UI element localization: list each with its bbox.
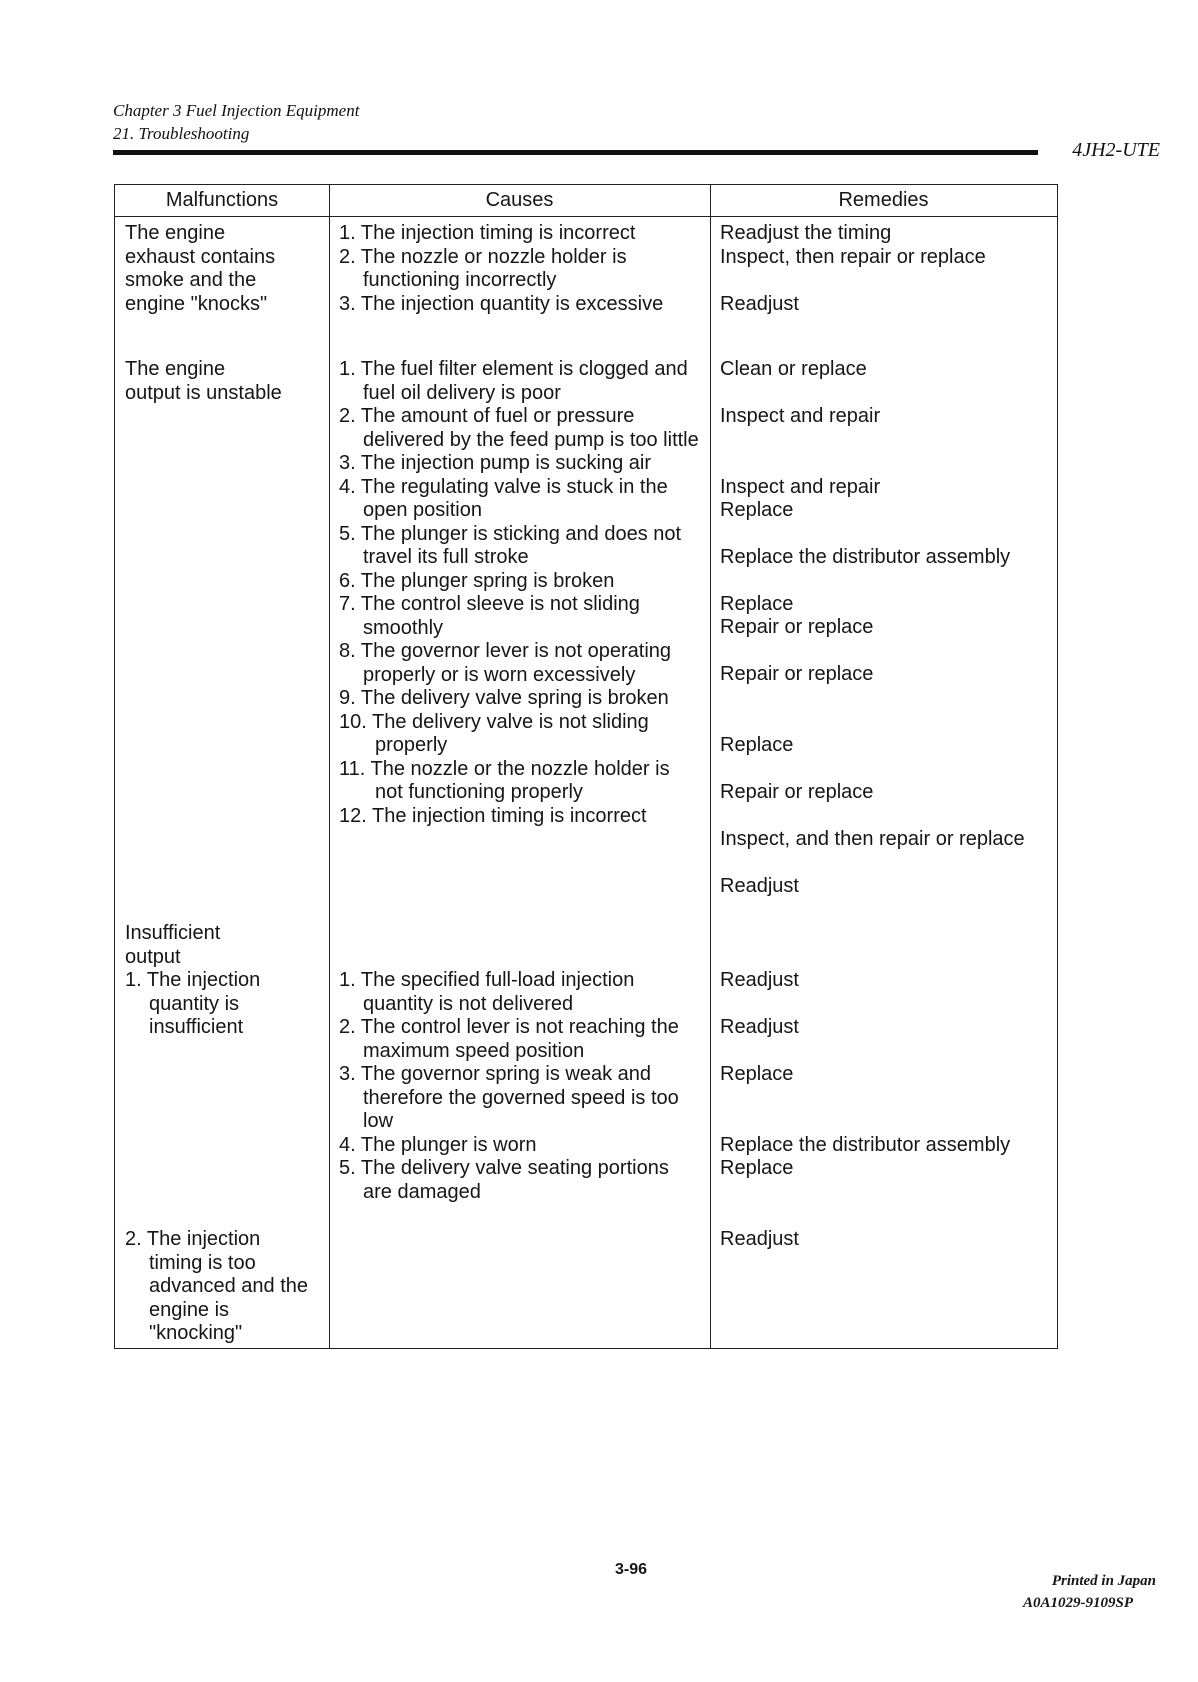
list-item: 9. The delivery valve spring is broken: [339, 687, 669, 709]
remedy-2-2: Inspect and repair: [720, 405, 881, 427]
remedy-2-12: Readjust: [720, 875, 799, 897]
list-item: 3. The injection quantity is excessive: [339, 292, 664, 315]
header-rule: [113, 150, 1038, 155]
document-code: A0A1029-9109SP: [1022, 1595, 1133, 1611]
printed-note: Printed in Japan: [1051, 1573, 1156, 1589]
list-item: 2. The control lever is not reaching the maximum speed position: [339, 1016, 679, 1062]
list-item: 10. The delivery valve is not sliding properly: [339, 710, 649, 756]
list-item: 2. The nozzle or nozzle holder is functioning incorrectly: [339, 245, 627, 291]
model-code: 4JH2-UTE: [1072, 139, 1160, 161]
header-row-divider: [115, 216, 1057, 217]
column-divider: [329, 185, 330, 1348]
list-item: 1. The fuel filter element is clogged and fuel oil delivery is poor: [339, 358, 688, 404]
list-item: 3. The injection pump is sucking air: [339, 452, 652, 474]
list-item: 4. The regulating valve is stuck in the open position: [339, 475, 668, 521]
remedy-2-1: Clean or replace: [720, 358, 867, 380]
remedy-3-3: Replace: [720, 1063, 794, 1085]
page-number: 3-96: [615, 1561, 648, 1578]
list-item: 6. The plunger spring is broken: [339, 569, 615, 592]
malfunction-group-3-title: Insufficient output: [125, 922, 221, 968]
remedy-2-11: Inspect, and then repair or replace: [720, 828, 1025, 850]
header-malfunctions: Malfunctions: [165, 189, 279, 211]
remedy-1-2: Inspect, then repair or replace: [720, 246, 986, 268]
causes-group-1: [339, 222, 699, 316]
remedy-3-5: Replace: [720, 1157, 794, 1179]
malfunction-group-3-sub-1: 1. The injection quantity is insufficient: [125, 969, 261, 1038]
list-item: 7. The control sleeve is not sliding smoothly: [339, 593, 640, 639]
list-item: 2. The amount of fuel or pressure delivered by the feed pump is too little: [339, 405, 699, 451]
remedy-2-10: Repair or replace: [720, 781, 874, 803]
list-item: 1. The injection timing is incorrect: [339, 222, 636, 244]
list-item: 5. The plunger is sticking and does not travel its full stroke: [339, 522, 682, 568]
section-title: 21. Troubleshooting: [113, 124, 250, 143]
remedy-3-1: Readjust: [720, 969, 799, 991]
list-item: 4. The plunger is worn: [339, 1133, 537, 1156]
remedy-3-2: Readjust: [720, 1016, 799, 1038]
malfunction-group-3-sub-2: 2. The injection timing is too advanced and the engine is "knocking": [125, 1228, 309, 1344]
list-item: 12. The injection timing is incorrect: [339, 804, 647, 827]
remedy-1-1: Readjust the timing: [720, 222, 892, 244]
troubleshooting-table: [114, 184, 1058, 1349]
causes-group-2: [339, 358, 699, 828]
malfunction-group-1: The engine exhaust contains smoke and the engine "knocks": [125, 222, 276, 315]
remedy-3-4: Replace the distributor assembly: [720, 1134, 1011, 1156]
header-causes: Causes: [485, 189, 554, 211]
remedy-3-6: Readjust: [720, 1228, 799, 1250]
remedy-2-3: Inspect and repair: [720, 476, 881, 498]
causes-group-3: [339, 969, 699, 1204]
column-divider: [710, 185, 711, 1348]
remedy-2-8: Repair or replace: [720, 663, 874, 685]
malfunction-group-2: The engine output is unstable: [125, 358, 282, 404]
list-item: 8. The governor lever is not operating properly or is worn excessively: [339, 640, 672, 686]
list-item: 3. The governor spring is weak and therefore the governed speed is too low: [339, 1063, 679, 1132]
remedy-2-7: Repair or replace: [720, 616, 874, 638]
remedy-2-6: Replace: [720, 593, 794, 615]
list-item: 1. The specified full-load injection quantity is not delivered: [339, 969, 635, 1015]
list-item: 11. The nozzle or the nozzle holder is not functioning properly: [339, 757, 670, 803]
remedy-2-5: Replace the distributor assembly: [720, 546, 1011, 568]
remedy-1-3: Readjust: [720, 293, 799, 315]
remedy-2-4: Replace: [720, 499, 794, 521]
chapter-title: Chapter 3 Fuel Injection Equipment: [113, 101, 360, 120]
remedy-2-9: Replace: [720, 734, 794, 756]
list-item: 5. The delivery valve seating portions are damaged: [339, 1157, 669, 1203]
header-remedies: Remedies: [838, 189, 929, 211]
